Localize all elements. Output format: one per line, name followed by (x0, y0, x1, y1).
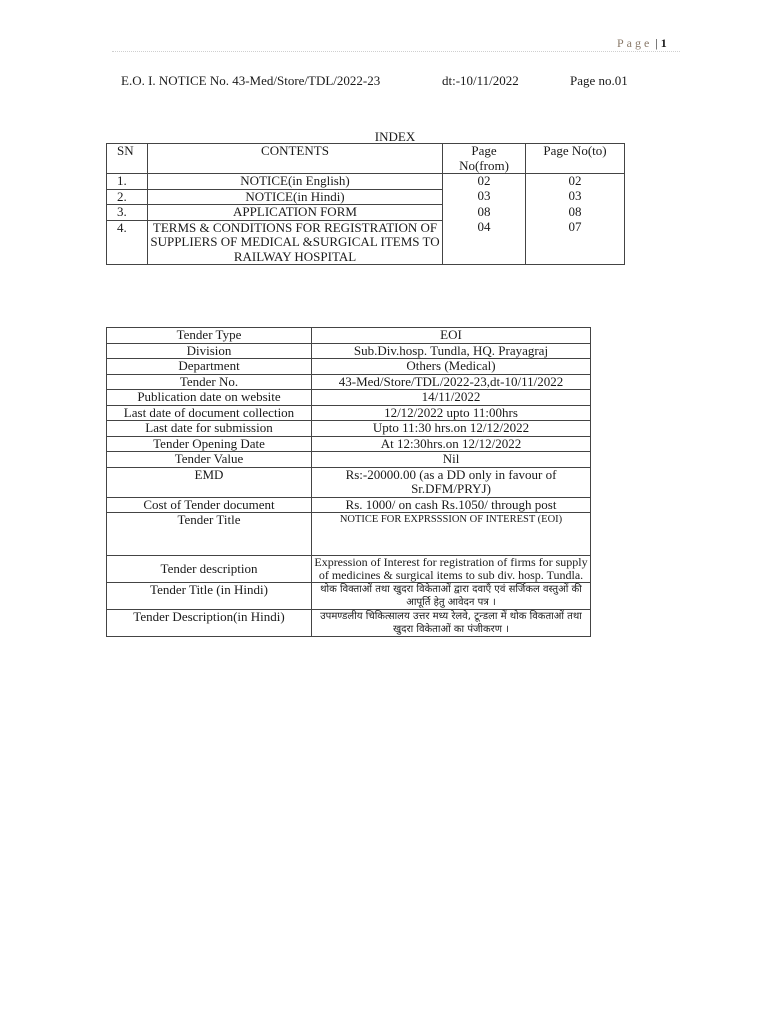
tender-value: Nil (312, 452, 591, 468)
table-row (107, 374, 591, 390)
tender-value: थोक विक्ताओं तथा खुदरा विकेताओं द्वारा दवाएँ एवं सर्जिकल वस्तुओं की आपूर्ति हेतु आवेदन पत्र । (312, 583, 591, 610)
index-page-from: 08 (443, 205, 526, 221)
tender-label: Tender description (107, 556, 312, 583)
tender-value: At 12:30hrs.on 12/12/2022 (312, 436, 591, 452)
index-page-from: 03 (443, 189, 526, 205)
tender-label: Cost of Tender document (107, 497, 312, 513)
index-header-page-to: Page No(to) (526, 144, 625, 174)
tender-label: Tender Title (107, 513, 312, 556)
index-page-to: 03 (526, 189, 625, 205)
tender-label: Last date of document collection (107, 405, 312, 421)
table-row (107, 583, 591, 610)
index-sn: 3. (107, 205, 148, 221)
table-row (107, 405, 591, 421)
tender-label: Tender Description(in Hindi) (107, 610, 312, 637)
tender-value: 14/11/2022 (312, 390, 591, 406)
table-row (107, 452, 591, 468)
index-sn: 1. (107, 174, 148, 190)
tender-label: Tender Title (in Hindi) (107, 583, 312, 610)
table-row (107, 610, 591, 637)
table-row (107, 205, 625, 221)
table-row (107, 467, 591, 497)
index-contents: NOTICE(in English) (148, 174, 443, 190)
tender-value: 43-Med/Store/TDL/2022-23,dt-10/11/2022 (312, 374, 591, 390)
index-header-sn: SN (107, 144, 148, 174)
tender-label: Tender No. (107, 374, 312, 390)
tender-label: Publication date on website (107, 390, 312, 406)
index-page-to: 07 (526, 220, 625, 265)
table-row (107, 359, 591, 375)
tender-label: Department (107, 359, 312, 375)
table-row (107, 390, 591, 406)
index-sn: 4. (107, 220, 148, 265)
tender-value: उपमण्डलीय चिकित्सालय उत्तर मध्य रेलवे, टून्डला में थोक विकताओं तथा खुदरा विकेताओं का पंजीकरण । (312, 610, 591, 637)
tender-value: Upto 11:30 hrs.on 12/12/2022 (312, 421, 591, 437)
tender-label: Tender Opening Date (107, 436, 312, 452)
index-table (106, 143, 625, 265)
tender-details-table (106, 327, 591, 637)
tender-label: Last date for submission (107, 421, 312, 437)
tender-label: EMD (107, 467, 312, 497)
tender-label: Division (107, 343, 312, 359)
table-row (107, 328, 591, 344)
index-contents: APPLICATION FORM (148, 205, 443, 221)
table-row (107, 343, 591, 359)
index-page-from: 04 (443, 220, 526, 265)
notice-date: dt:-10/11/2022 (442, 73, 519, 88)
page-number: Page | 1 (617, 36, 667, 50)
tender-value: EOI (312, 328, 591, 344)
tender-value: Sub.Div.hosp. Tundla, HQ. Prayagraj (312, 343, 591, 359)
notice-page: Page no.01 (570, 73, 628, 88)
index-page-from: 02 (443, 174, 526, 190)
header-divider (112, 51, 680, 52)
tender-label: Tender Value (107, 452, 312, 468)
tender-value: Others (Medical) (312, 359, 591, 375)
index-page-to: 08 (526, 205, 625, 221)
index-contents: NOTICE(in Hindi) (148, 189, 443, 205)
tender-value: Rs. 1000/ on cash Rs.1050/ through post (312, 497, 591, 513)
index-header-page-from: Page No(from) (443, 144, 526, 174)
tender-value: Rs:-20000.00 (as a DD only in favour of Sr.DFM/PRYJ) (312, 467, 591, 497)
table-row (107, 513, 591, 556)
table-row (107, 189, 625, 205)
index-header-row (107, 144, 625, 174)
index-page-to: 02 (526, 174, 625, 190)
table-row (107, 220, 625, 265)
index-title: INDEX (374, 129, 416, 144)
tender-label: Tender Type (107, 328, 312, 344)
notice-number: E.O. I. NOTICE No. 43-Med/Store/TDL/2022-23 (121, 73, 381, 88)
tender-value: Expression of Interest for registration of firms for supply of medicines & surgical items to sub div. hosp. Tundla. (312, 556, 591, 583)
table-row (107, 436, 591, 452)
index-contents: TERMS & CONDITIONS FOR REGISTRATION OF SUPPLIERS OF MEDICAL &SURGICAL ITEMS TO RAILWAY HOSPITAL (148, 220, 443, 265)
table-row (107, 421, 591, 437)
table-row (107, 497, 591, 513)
tender-value: 12/12/2022 upto 11:00hrs (312, 405, 591, 421)
table-row (107, 174, 625, 190)
table-row (107, 556, 591, 583)
page-number-value: 1 (660, 36, 667, 50)
index-header-contents: CONTENTS (148, 144, 443, 174)
index-sn: 2. (107, 189, 148, 205)
page-label: Page (617, 36, 653, 50)
tender-value: NOTICE FOR EXPRSSSION OF INTEREST (EOI) (312, 513, 591, 556)
